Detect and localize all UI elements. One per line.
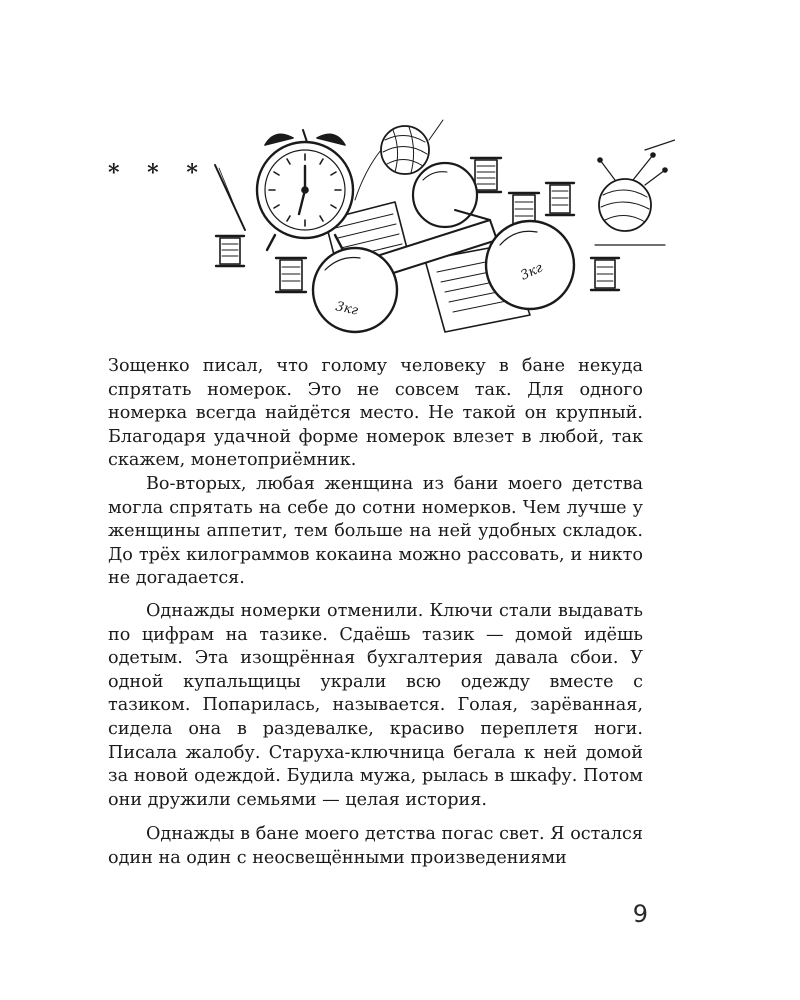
weight-label: 3кг [334,299,360,319]
thread-spool-icon [276,258,306,292]
illustration [205,110,675,345]
thread-spool-icon [591,258,619,290]
text-block [108,823,643,870]
paragraph: Однажды номерки отменили. Ключи стали выдавать по цифрам на тазике. Сдаёшь тазик — домой идёшь одетым. Эта изощрённая бухгалтерия давала сбои. У одной купальщицы украли всю одежду вместе с тазиком. Попарилась, называется. Голая, зарёванная, сидела она в раздевалке, красиво переплетя ноги. Писала жалобу. Старуха-ключница бегала к ней домой за новой одеждой. Будила мужа, рылась в шкафу. Потом они дружили семьями — целая история. [108,601,643,810]
weight-label: 3кг [518,260,546,284]
text-block [108,600,643,812]
paragraph: Во-вторых, любая женщина из бани моего детства могла спрятать на себе до сотни номерков. Чем лучше у женщины аппетит, тем больше на ней удобных складок. До трёх килограммов кокаина можно рассовать, и никто не догадается. [108,473,643,589]
page-number: 9 [632,900,648,928]
thread-spool-icon [546,183,574,215]
section-separator: * * * [108,160,208,186]
paragraph: Зощенко писал, что голому человеку в бане некуда спрятать номерок. Это не совсем так. Для одного номерка всегда найдётся место. Не такой он крупный. Благодаря удачной форме номерок влезет в любой, так скажем, монетоприёмник. [108,356,643,471]
text-block [108,355,643,591]
thread-spool-icon [216,236,244,266]
paragraph: Однажды в бане моего детства погас свет. Я остался один на один с неосвещёнными произведениями [108,824,643,868]
yarn-ball-icon [598,153,667,231]
